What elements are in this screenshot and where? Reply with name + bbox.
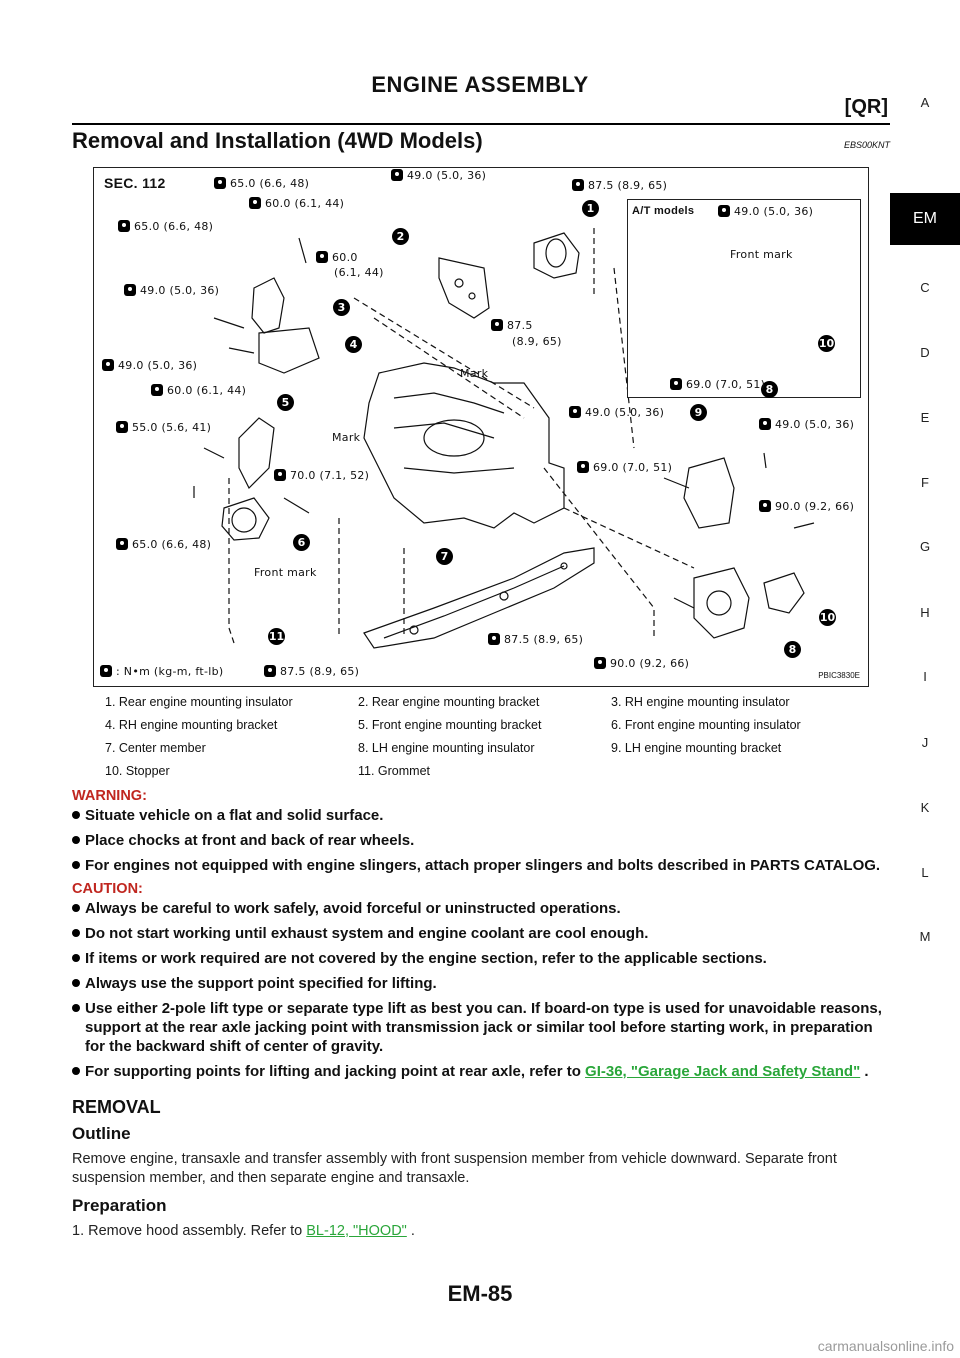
side-index-l[interactable]: L	[921, 865, 929, 880]
torque-label-cont: (8.9, 65)	[512, 335, 562, 348]
torque-label: 65.0 (6.6, 48)	[118, 220, 213, 233]
torque-wrench-icon	[316, 251, 328, 263]
torque-wrench-icon	[569, 406, 581, 418]
caution-item: Always use the support point specified for lifting.	[72, 974, 892, 993]
mark-label: Mark	[460, 367, 489, 380]
torque-label: 87.5	[491, 319, 533, 332]
side-index-d[interactable]: D	[920, 345, 930, 360]
callout-7: 7	[436, 548, 453, 565]
torque-wrench-icon	[491, 319, 503, 331]
warning-list	[72, 806, 892, 875]
torque-label: 49.0 (5.0, 36)	[391, 169, 486, 182]
hood-link[interactable]: BL-12, "HOOD"	[306, 1223, 407, 1239]
side-index-h[interactable]: H	[920, 605, 930, 620]
side-index-g[interactable]: G	[919, 539, 931, 554]
legend-item: 10. Stopper	[105, 763, 170, 778]
caution-label: CAUTION:	[72, 881, 143, 897]
torque-wrench-icon	[759, 418, 771, 430]
caution-item	[72, 1062, 892, 1081]
preparation-heading: Preparation	[72, 1196, 167, 1215]
torque-label: 49.0 (5.0, 36)	[124, 284, 219, 297]
torque-label: 49.0 (5.0, 36)	[759, 418, 854, 431]
caution-text: For supporting points for lifting and jacking point at rear axle, refer to	[85, 1063, 586, 1080]
legend-row	[93, 713, 869, 736]
legend-row	[93, 736, 869, 759]
front-mark-label: Front mark	[730, 248, 793, 261]
legend-item: 8. LH engine mounting insulator	[358, 740, 535, 755]
outline-heading: Outline	[72, 1124, 131, 1143]
torque-wrench-icon	[118, 220, 130, 232]
torque-label: 69.0 (7.0, 51)	[577, 461, 672, 474]
front-mark-label: Front mark	[254, 566, 317, 579]
figure-id: PBIC3830E	[818, 671, 860, 680]
parts-legend	[93, 690, 869, 782]
legend-item: 11. Grommet	[358, 763, 431, 778]
step-text: 1. Remove hood assembly. Refer to	[72, 1223, 307, 1239]
torque-label: 49.0 (5.0, 36)	[569, 406, 664, 419]
callout-2: 2	[392, 228, 409, 245]
legend-item: 9. LH engine mounting bracket	[611, 740, 782, 755]
side-index-a[interactable]: A	[920, 95, 930, 110]
warning-label: WARNING:	[72, 788, 147, 804]
torque-wrench-icon	[670, 378, 682, 390]
garage-jack-link[interactable]: GI-36, "Garage Jack and Safety Stand"	[585, 1063, 861, 1080]
torque-wrench-icon	[391, 169, 403, 181]
caution-item: Use either 2-pole lift type or separate type lift as best you can. If board-on type is used for unavoidable reasons, support at the rear axle jacking point with transmission jack or similar tool before starting work, in preparation for the backward shift of center of gravity.	[72, 999, 892, 1056]
side-index-f[interactable]: F	[921, 475, 929, 490]
removal-heading: REMOVAL	[72, 1097, 161, 1117]
callout-4: 4	[345, 336, 362, 353]
page-number: EM-85	[447, 1281, 513, 1306]
torque-label-cont: (6.1, 44)	[334, 266, 384, 279]
at-models-inset	[627, 199, 861, 398]
callout-8: 8	[761, 381, 778, 398]
page-title: ENGINE ASSEMBLY	[371, 72, 589, 97]
legend-item: 3. RH engine mounting insulator	[611, 694, 790, 709]
body-text	[72, 788, 892, 1249]
legend-row	[93, 690, 869, 713]
caution-item: If items or work required are not covered by the engine section, refer to the applicable sections.	[72, 949, 892, 968]
torque-label: 90.0 (9.2, 66)	[759, 500, 854, 513]
torque-label: 87.5 (8.9, 65)	[264, 665, 359, 678]
callout-9: 9	[690, 404, 707, 421]
caution-list	[72, 899, 892, 1081]
torque-wrench-icon	[214, 177, 226, 189]
torque-label: 65.0 (6.6, 48)	[214, 177, 309, 190]
legend-item: 5. Front engine mounting bracket	[358, 717, 542, 732]
section-heading: Removal and Installation (4WD Models)	[72, 128, 483, 153]
torque-wrench-icon	[124, 284, 136, 296]
section-tag: [QR]	[844, 96, 888, 118]
callout-5: 5	[277, 394, 294, 411]
torque-label: 60.0	[316, 251, 358, 264]
torque-wrench-icon	[249, 197, 261, 209]
torque-label: 90.0 (9.2, 66)	[594, 657, 689, 670]
outline-text: Remove engine, transaxle and transfer assembly with front suspension member from vehicle downward. Separate front suspension member, and then separate engine and transaxle.	[72, 1151, 837, 1186]
units-note: : N•m (kg-m, ft-lb)	[100, 665, 223, 678]
torque-wrench-icon	[151, 384, 163, 396]
torque-wrench-icon	[100, 665, 112, 677]
torque-wrench-icon	[572, 179, 584, 191]
legend-item: 2. Rear engine mounting bracket	[358, 694, 540, 709]
torque-wrench-icon	[264, 665, 276, 677]
torque-label: 70.0 (7.1, 52)	[274, 469, 369, 482]
torque-wrench-icon	[718, 205, 730, 217]
callout-8: 8	[784, 641, 801, 658]
torque-wrench-icon	[116, 421, 128, 433]
legend-item: 1. Rear engine mounting insulator	[105, 694, 293, 709]
side-index-m[interactable]: M	[919, 929, 931, 944]
legend-item: 6. Front engine mounting insulator	[611, 717, 801, 732]
torque-label: 49.0 (5.0, 36)	[102, 359, 197, 372]
torque-wrench-icon	[116, 538, 128, 550]
warning-item: For engines not equipped with engine slingers, attach proper slingers and bolts described in PARTS CATALOG.	[72, 856, 892, 875]
callout-3: 3	[333, 299, 350, 316]
side-index-em[interactable]: EM	[890, 193, 960, 245]
torque-label: 69.0 (7.0, 51)	[670, 378, 765, 391]
torque-label: 65.0 (6.6, 48)	[116, 538, 211, 551]
preparation-step	[72, 1222, 892, 1241]
caution-item: Do not start working until exhaust system and engine coolant are cool enough.	[72, 924, 892, 943]
caution-text-suffix: .	[860, 1063, 869, 1080]
torque-label: 87.5 (8.9, 65)	[488, 633, 583, 646]
warning-item: Place chocks at front and back of rear wheels.	[72, 831, 892, 850]
sec-label: SEC. 112	[104, 175, 166, 191]
warning-item: Situate vehicle on a flat and solid surface.	[72, 806, 892, 825]
legend-row	[93, 759, 869, 782]
torque-wrench-icon	[594, 657, 606, 669]
torque-wrench-icon	[759, 500, 771, 512]
torque-wrench-icon	[274, 469, 286, 481]
ref-code: EBS00KNT	[843, 140, 890, 150]
inset-title: A/T models	[632, 205, 695, 217]
step-text-suffix: .	[406, 1223, 415, 1239]
torque-label: 49.0 (5.0, 36)	[718, 205, 813, 218]
mark-label: Mark	[332, 431, 361, 444]
side-index-j[interactable]: J	[921, 735, 929, 750]
caution-item: Always be careful to work safely, avoid forceful or uninstructed operations.	[72, 899, 892, 918]
torque-wrench-icon	[488, 633, 500, 645]
torque-label: 60.0 (6.1, 44)	[151, 384, 246, 397]
torque-wrench-icon	[577, 461, 589, 473]
torque-wrench-icon	[102, 359, 114, 371]
watermark: carmanualsonline.info	[817, 1338, 954, 1354]
callout-10: 10	[819, 611, 836, 624]
callout-6: 6	[293, 534, 310, 551]
side-index-k[interactable]: K	[920, 800, 930, 815]
heading-row	[72, 128, 890, 154]
callout-1: 1	[582, 200, 599, 217]
header-rule	[72, 123, 890, 125]
torque-label: 60.0 (6.1, 44)	[249, 197, 344, 210]
torque-label: 87.5 (8.9, 65)	[572, 179, 667, 192]
callout-11: 11	[268, 630, 285, 643]
side-index-i[interactable]: I	[923, 669, 927, 684]
callout-10: 10	[818, 337, 835, 350]
legend-item: 7. Center member	[105, 740, 206, 755]
side-index-e[interactable]: E	[920, 410, 930, 425]
legend-item: 4. RH engine mounting bracket	[105, 717, 278, 732]
engine-mount-diagram	[93, 167, 869, 687]
side-index-c[interactable]: C	[920, 280, 930, 295]
torque-label: 55.0 (5.6, 41)	[116, 421, 211, 434]
